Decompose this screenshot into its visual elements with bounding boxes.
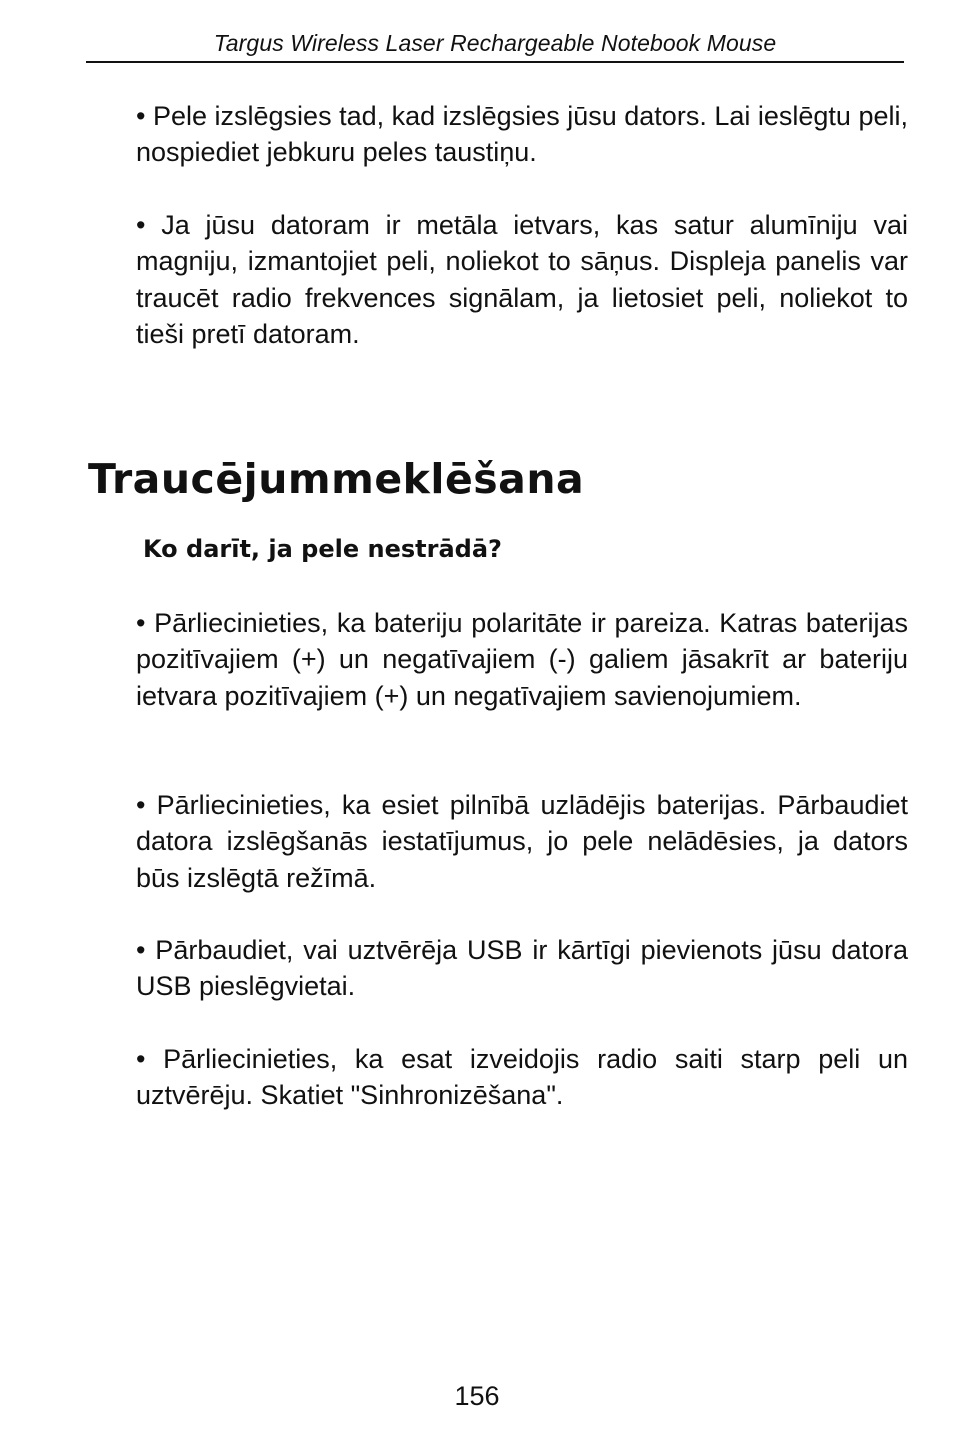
tip-battery-charge: • Pārliecinieties, ka esiet pilnībā uzlādējis baterijas. Pārbaudiet datora izslēgšanās iestatījumus, jo pele nelādēsies, ja dators būs izslēgtā režīmā. — [136, 790, 908, 893]
intro-paragraph-metal-case: • Ja jūsu datoram ir metāla ietvars, kas satur alumīniju vai magniju, izmantojiet peli, noliekot to sāņus. Displeja panelis var traucēt radio frekvences signālam, ja lietosiet peli, noliekot to tieši pretī datoram. — [136, 210, 908, 349]
tip-radio-link: • Pārliecinieties, ka esat izveidojis radio saiti starp peli un uztvērēju. Skatiet "Sinhronizēšana". — [136, 1044, 908, 1111]
page-number: 156 — [454, 1381, 500, 1411]
intro-paragraph-power-off: • Pele izslēgsies tad, kad izslēgsies jūsu dators. Lai ieslēgtu peli, nospiediet jebkuru peles taustiņu. — [136, 101, 908, 168]
section-title: Traucējummeklēšana — [88, 455, 585, 503]
troubleshooting-question: Ko darīt, ja pele nestrādā? — [143, 535, 502, 563]
tip-battery-polarity: • Pārliecinieties, ka bateriju polaritāte ir pareiza. Katras baterijas pozitīvajiem (+) un negatīvajiem (-) galiem jāsakrīt ar bateriju ietvara pozitīvajiem (+) un negatīvajiem savienojumiem. — [136, 608, 908, 711]
tip-usb-receiver: • Pārbaudiet, vai uztvērēja USB ir kārtīgi pievienots jūsu datora USB pieslēgvietai. — [136, 935, 908, 1002]
header-divider — [86, 61, 904, 63]
running-header: Targus Wireless Laser Rechargeable Notebook Mouse — [213, 30, 777, 56]
